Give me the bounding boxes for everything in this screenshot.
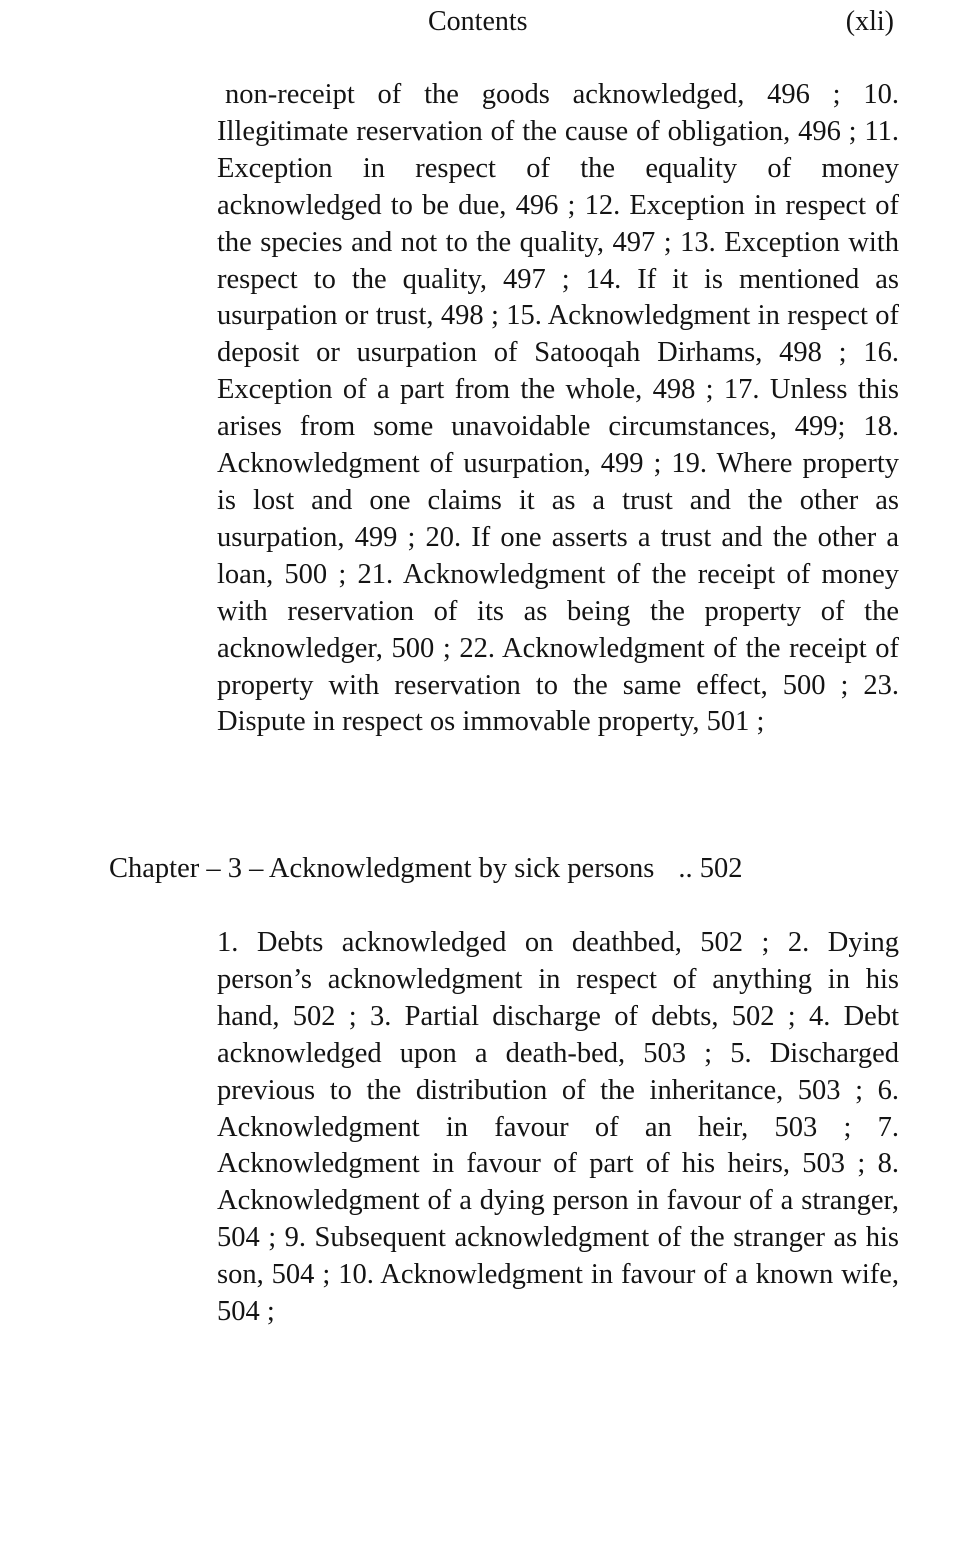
chapter-contents-entries: 1. Debts acknowledged on deathbed, 502 ; 2. Dying person’s acknowledgment in respect of anything in his hand, 502 ; 3. Partial discharge of debts, 502 ; 4. Debt acknowledged upon a death-bed, 503 ; 5. Discharged previous to the distribution of the inheritance, 503 ; 6. Acknowledgment in favour of an heir, 503 ; 7. Acknowledgment in favour of part of his heirs, 503 ; 8. Acknowledgment of a dying person in favour of a stranger, 504 ; 9. Subsequent acknowledgment of the stranger as his son, 504 ; 10. Acknowledgment in favour of a known wife, 504 ; bbox=[217, 927, 899, 1328]
chapter-heading bbox=[109, 850, 869, 888]
contents-entry-continued: non-receipt of the goods acknowledged, 496 ; 10. Illegitimate reservation of the cause of obligation, 496 ; 11. Exception in respect of the equality of money acknowledged to be due, 496 ; 12. Exception in respect of the species and not to the quality, 497 ; 13. Exception with respect to the quality, 497 ; 14. If it is mentioned as usurpation or trust, 498 ; 15. Acknowledgment in respect of deposit or usurpation of Satooqah Dirhams, 498 ; 16. Exception of a part from the whole, 498 ; 17. Unless this arises from some unavoidable circumstances, 499; 18. Acknowledgment of usurpation, 499 ; 19. Where property is lost and one claims it as a trust and the other as usurpation, 499 ; 20. If one asserts a trust and the other a loan, 500 ; 21. Acknowledgment of the receipt of money with reservation of its as being the property of the acknowledger, 500 ; 22. Acknowledgment of the receipt of property with reservation to the same effect, 500 ; 23. Dispute in respect os immovable property, 501 ; bbox=[217, 79, 899, 738]
chapter-title: Chapter – 3 – Acknowledgment by sick persons bbox=[109, 853, 655, 884]
page-number: (xli) bbox=[845, 6, 894, 37]
running-header bbox=[0, 4, 960, 40]
chapter-page-reference: .. 502 bbox=[678, 853, 743, 884]
running-header-title: Contents bbox=[428, 6, 528, 37]
